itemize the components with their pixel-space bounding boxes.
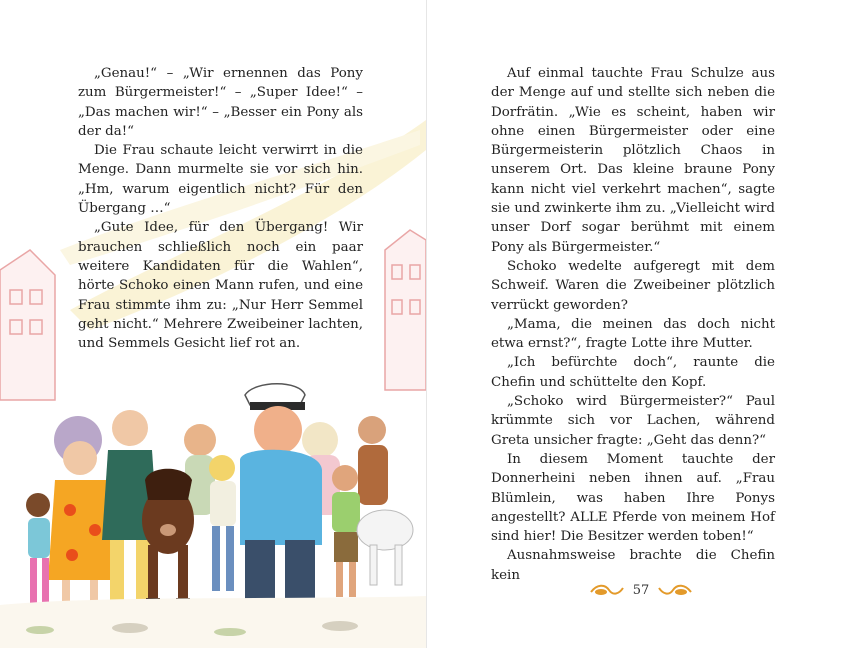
paragraph: In diesem Moment tauchte der Donnerheini neben ihnen auf. „Frau Blümlein, was haben Ihre Ponys angestellt? ALLE Pferde von meinem Hof sind hier! Die Besitzer werden toben!“ [491, 451, 775, 545]
page-number: 57 [632, 582, 650, 598]
paragraph: „Gute Idee, für den Übergang! Wir brauchen schließlich noch ein paar weitere Kandidaten für die Wahlen“, hörte Schoko einen Mann rufen, und eine Frau stimmte ihm zu: „Nur Herr Semmel geht nicht.“ Mehrere Zweibeiner lachten, und Semmels Gesicht lief rot an. [78, 220, 363, 352]
pink-house-left [0, 250, 55, 400]
ornament-right-icon [657, 582, 693, 598]
paragraph: „Mama, die meinen das doch nicht etwa ernst?“, fragte Lotte ihre Mutter. [491, 316, 775, 352]
left-text-column [78, 64, 363, 353]
paragraph: „Ich befürchte doch“, raunte die Chefin und schüttelte den Kopf. [491, 355, 775, 390]
man-with-cap [240, 384, 322, 620]
paragraph: Die Frau schaute leicht verwirrt in die Menge. Dann murmelte sie vor sich hin. „Hm, warum eigentlich nicht? Für den Übergang …“ [78, 143, 363, 217]
right-text-column [491, 64, 775, 585]
paragraph: Schoko wedelte aufgeregt mit dem Schweif. Waren die Zweibeiner plötzlich verrückt geworden? [491, 258, 775, 313]
left-page [0, 0, 426, 648]
paragraph: Auf einmal tauchte Frau Schulze aus der Menge auf und stellte sich neben die Dorfrätin. „Wie es scheint, haben wir ohne einen Bürgermeister oder eine Bürgermeisterin plötzlich Chaos in unserem Ort. Das kleine braune Pony kann nicht viel verkehrt machen“, sagte sie und zwinkerte ihm zu. „Vielleicht wird unser Dorf sogar berühmt mit einem Pony als Bürgermeister.“ [491, 66, 775, 255]
paragraph: Ausnahmsweise brachte die Chefin kein [491, 548, 775, 583]
ornament-left-icon [589, 582, 625, 598]
paragraph: „Genau!“ – „Wir ernennen das Pony zum Bürgermeister!“ – „Super Idee!“ – „Das machen wir!“ – „Besser ein Pony als der da!“ [78, 66, 363, 139]
pink-house-right [385, 230, 426, 390]
right-page [427, 0, 853, 648]
pony-schoko [142, 469, 194, 606]
page-footer [581, 580, 701, 600]
paragraph: „Schoko wird Bürgermeister?“ Paul krümmte sich vor Lachen, während Greta unsicher fragte: „Geht das denn?“ [491, 394, 775, 448]
